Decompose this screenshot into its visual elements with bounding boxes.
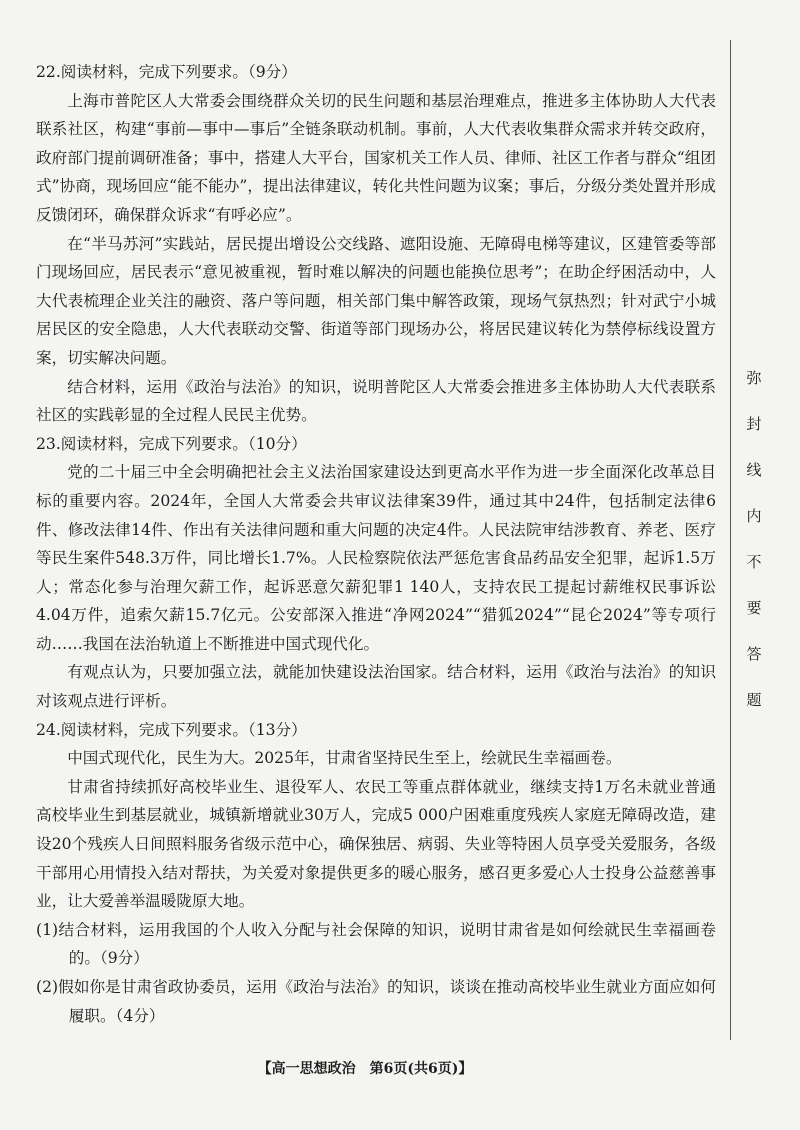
seal-char: 封 — [746, 415, 762, 433]
question-22-prompt: 结合材料，运用《政治与法治》的知识，说明普陀区人大常委会推进多主体协助人大代表联系社区的实践彰显的全过程人民民主优势。 — [36, 377, 716, 425]
question-22-material-2: 在“半马苏河”实践站，居民提出增设公交线路、遮阳设施、无障碍电梯等建议，区建管委等部门现场回应，居民表示“意见被重视，暂时难以解决的问题也能换位思考”；在助企纾困活动中，人大代表梳理企业关注的融资、落户等问题，相关部门集中解答政策，现场气氛热烈；针对武宁小城居民区的安全隐患，人大代表联动交警、街道等部门现场办公，将居民建议转化为禁停标线设置方案，切实解决问题。 — [36, 234, 716, 367]
seal-char: 内 — [746, 507, 762, 525]
question-22-material-1: 上海市普陀区人大常委会围绕群众关切的民生问题和基层治理难点，推进多主体协助人大代表联系社区，构建“事前—事中—事后”全链条联动机制。事前，人大代表收集群众需求并转交政府，政府部门提前调研准备；事中，搭建人大平台，国家机关工作人员、律师、社区工作者与群众“组团式”协商，现场回应“能不能办”，提出法律建议，转化共性问题为议案；事后，分级分类处置并形成反馈闭环，确保群众诉求“有呼必应”。 — [36, 91, 716, 224]
question-23-material: 党的二十届三中全会明确把社会主义法治国家建设达到更高水平作为进一步全面深化改革总目标的重要内容。2024年，全国人大常委会共审议法律案39件，通过其中24件，包括制定法律6件、修改法律14件、作出有关法律问题和重大问题的决定4件。人民法院审结涉教育、养老、医疗等民生案件548.3万件，同比增长1.7%。人民检察院依法严惩危害食品药品安全犯罪，起诉1.5万人；常态化参与治理欠薪工作，起诉恶意欠薪犯罪1 140人，支持农民工提起讨薪维权民事诉讼4.04万件，追索欠薪15.7亿元。公安部深入推进“净网2024”“猎狐2024”“昆仑2024”等专项行动……我国在法治轨道上不断推进中国式现代化。 — [36, 463, 716, 653]
question-24-material-1: 中国式现代化，民生为大。2025年，甘肃省坚持民生至上，绘就民生幸福画卷。 — [67, 749, 622, 768]
seal-char: 题 — [746, 691, 762, 709]
question-24-material-2: 甘肃省持续抓好高校毕业生、退役军人、农民工等重点群体就业，继续支持1万名未就业普通高校毕业生到基层就业，城镇新增就业30万人，完成5 000户困难重度残疾人家庭无障碍改造，建设20个残疾人日间照料服务省级示范中心，确保独居、病弱、失业等特困人员享受关爱服务，各级干部用心用情投入结对帮扶，为关爱对象提供更多的暖心服务，感召更多爱心人士投身公益慈善事业，让大爱善举温暖陇原大地。 — [36, 777, 716, 911]
question-23-prompt: 有观点认为，只要加强立法，就能加快建设法治国家。结合材料，运用《政治与法治》的知识对该观点进行评析。 — [36, 663, 716, 711]
question-24-heading: 24.阅读材料，完成下列要求。（13分） — [36, 720, 307, 739]
question-24-subquestion-2: (2)假如你是甘肃省政协委员，运用《政治与法治》的知识，谈谈在推动高校毕业生就业方面应如何履职。（4分） — [36, 978, 716, 1025]
seal-line-notice — [744, 368, 764, 736]
seal-char: 弥 — [746, 369, 762, 387]
seal-char: 线 — [746, 461, 762, 479]
question-24-subquestion-1: (1)结合材料，运用我国的个人收入分配与社会保障的知识，说明甘肃省是如何绘就民生幸福画卷的。（9分） — [36, 920, 716, 968]
seal-char: 要 — [746, 599, 762, 617]
question-23-heading: 23.阅读材料，完成下列要求。（10分） — [36, 434, 307, 453]
seal-char: 不 — [746, 553, 762, 571]
page-footer: 【高一思想政治 第6页(共6页)】 — [257, 1061, 473, 1077]
exam-content — [36, 58, 716, 1030]
question-22-heading: 22.阅读材料，完成下列要求。（9分） — [36, 63, 297, 81]
seal-char: 答 — [746, 645, 762, 663]
